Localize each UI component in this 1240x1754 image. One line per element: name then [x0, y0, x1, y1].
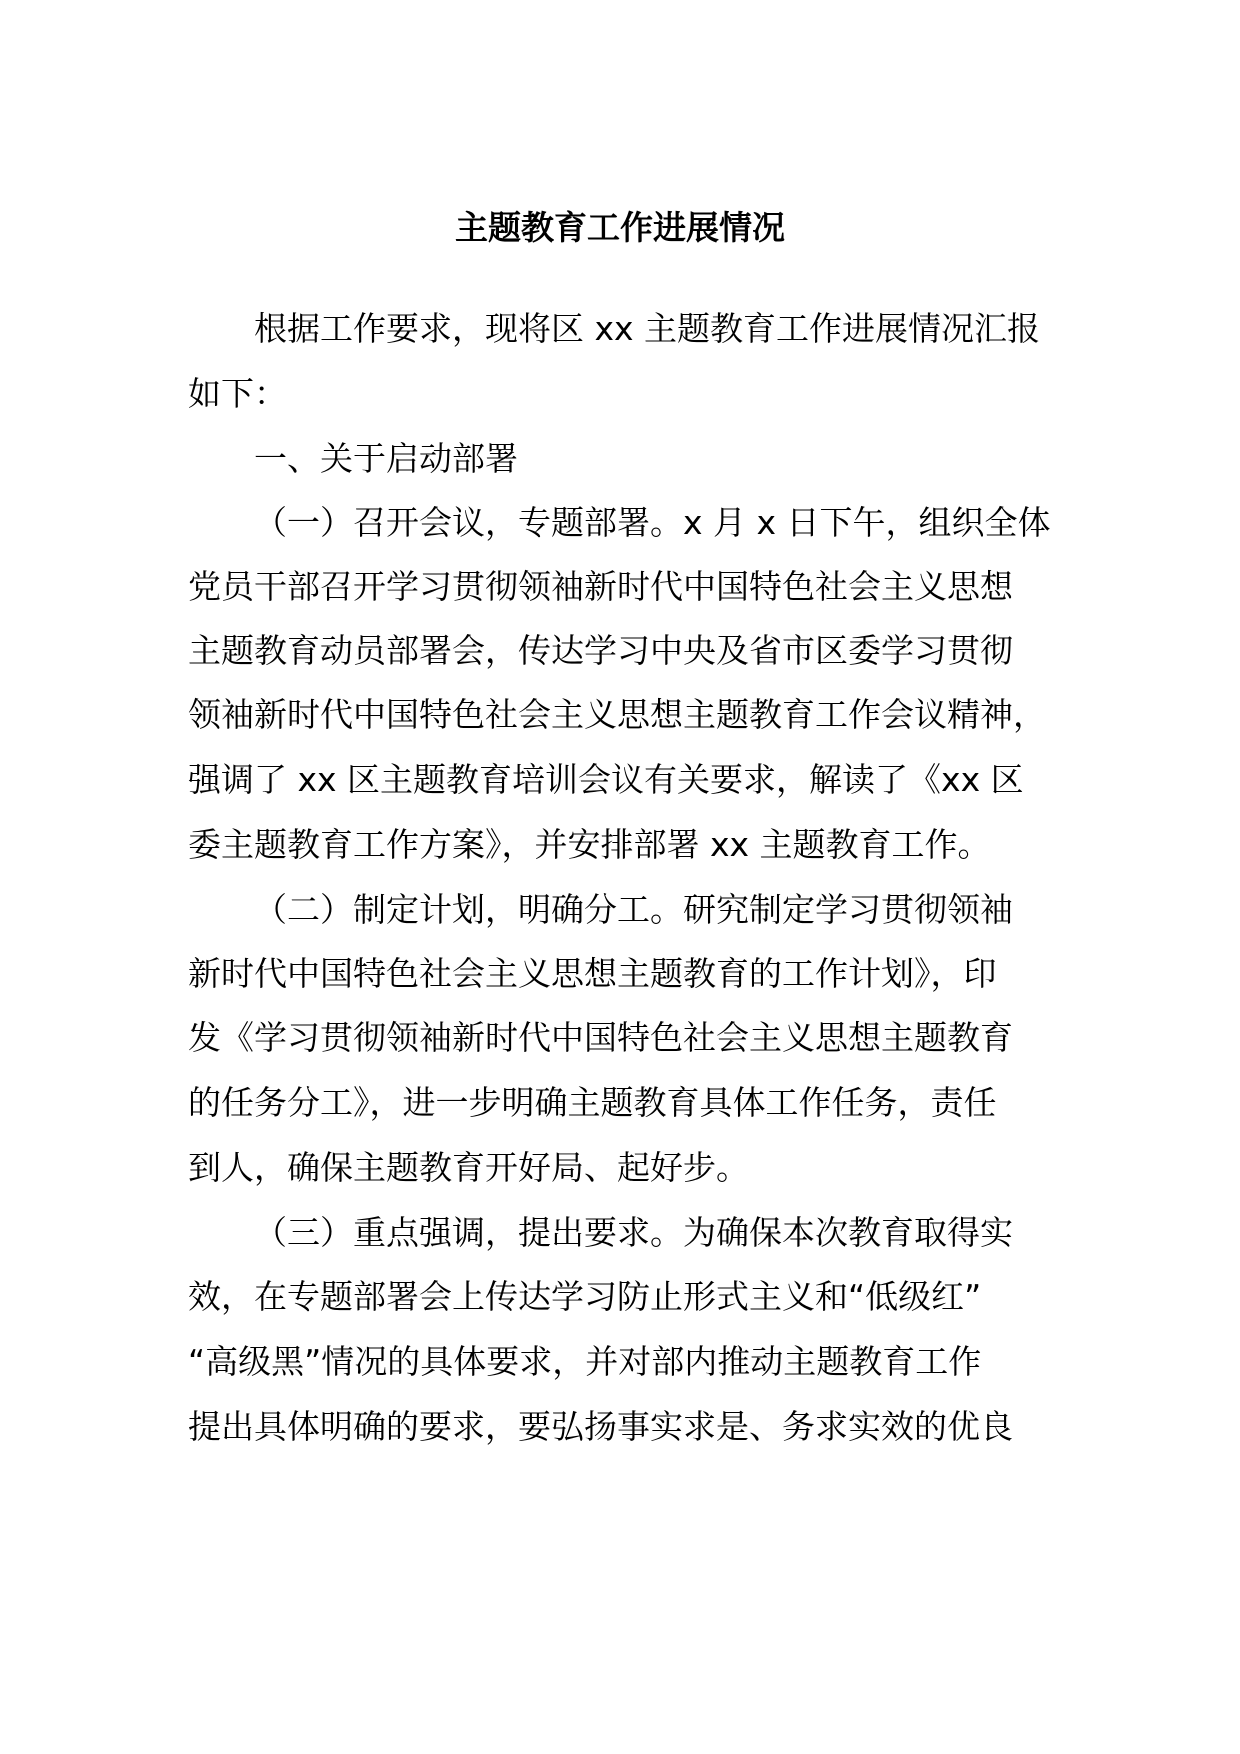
document-title: 主题教育工作进展情况 — [455, 208, 785, 247]
paragraph-three-line-1: （三）重点强调，提出要求。为确保本次教育取得实 — [254, 1213, 1013, 1252]
paragraph-two-line-3: 发《学习贯彻领袖新时代中国特色社会主义思想主题教育 — [188, 1018, 1013, 1057]
section-heading: 一、关于启动部署 — [254, 439, 518, 478]
paragraph-three-line-3: “高级黑”情况的具体要求，并对部内推动主题教育工作 — [188, 1342, 982, 1381]
paragraph-two-line-1: （二）制定计划，明确分工。研究制定学习贯彻领袖 — [254, 890, 1013, 929]
paragraph-three-line-2: 效，在专题部署会上传达学习防止形式主义和“低级红” — [188, 1277, 982, 1316]
paragraph-one-line-4: 领袖新时代中国特色社会主义思想主题教育工作会议精神， — [188, 695, 1046, 734]
paragraph-one-line-6: 委主题教育工作方案》，并安排部署 xx 主题教育工作。 — [188, 825, 991, 864]
paragraph-intro-line-1: 根据工作要求，现将区 xx 主题教育工作进展情况汇报 — [254, 309, 1041, 348]
paragraph-two-line-2: 新时代中国特色社会主义思想主题教育的工作计划》，印 — [188, 954, 997, 993]
paragraph-one-line-5: 强调了 xx 区主题教育培训会议有关要求，解读了《xx 区 — [188, 760, 1024, 799]
paragraph-one-line-3: 主题教育动员部署会，传达学习中央及省市区委学习贯彻 — [188, 631, 1013, 670]
paragraph-three-line-4: 提出具体明确的要求，要弘扬事实求是、务求实效的优良 — [188, 1407, 1013, 1446]
paragraph-two-line-4: 的任务分工》，进一步明确主题教育具体工作任务，责任 — [188, 1083, 997, 1122]
paragraph-two-line-5: 到人，确保主题教育开好局、起好步。 — [188, 1148, 749, 1187]
paragraph-one-line-2: 党员干部召开学习贯彻领袖新时代中国特色社会主义思想 — [188, 567, 1013, 606]
paragraph-one-line-1: （一）召开会议，专题部署。x 月 x 日下午，组织全体 — [254, 503, 1051, 542]
paragraph-intro-line-2: 如下： — [188, 374, 287, 413]
